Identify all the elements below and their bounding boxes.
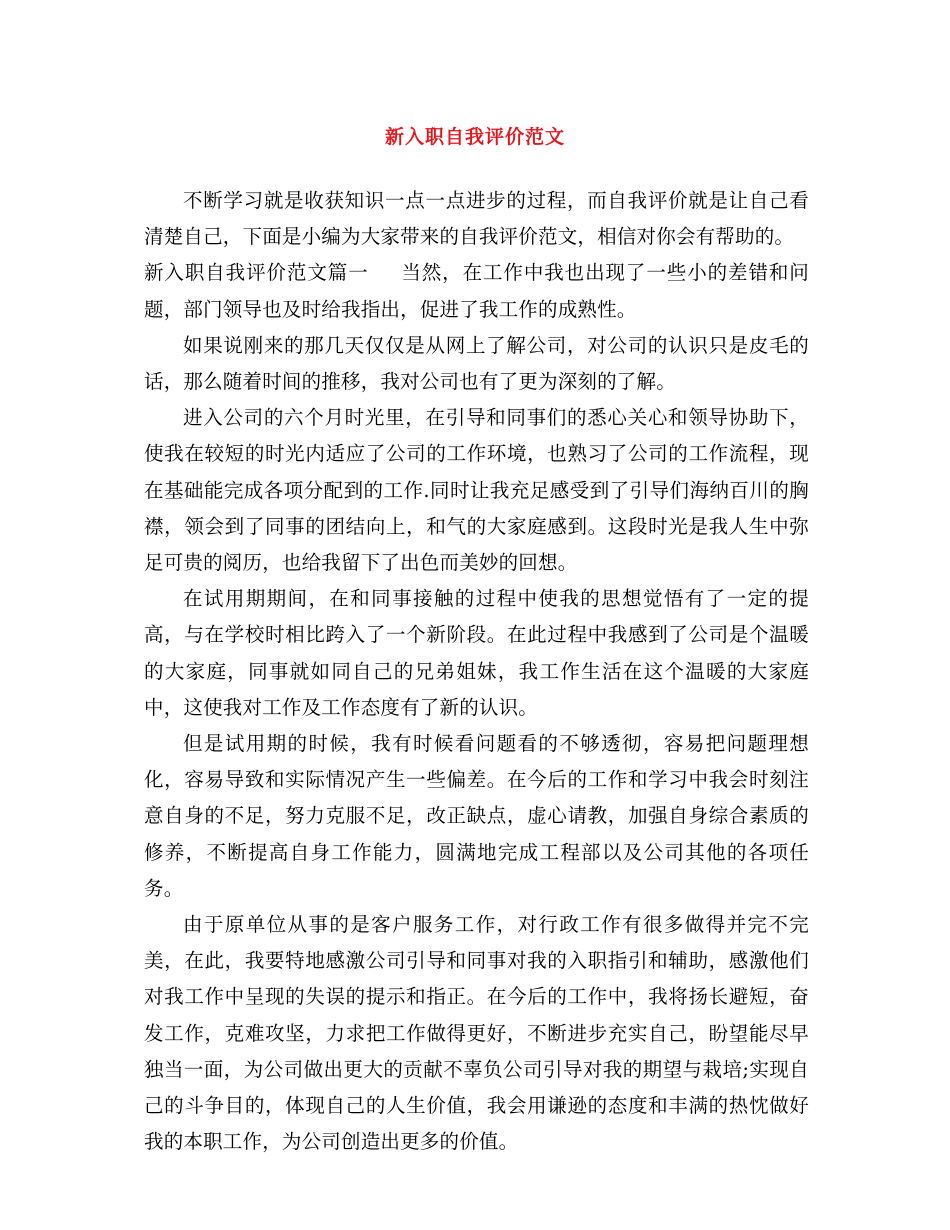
document-body xyxy=(144,183,809,1160)
body-paragraph: 但是试用期的时候，我有时候看问题看的不够透彻，容易把问题理想化，容易导致和实际情况产生一些偏差。在今后的工作和学习中我会时刻注意自身的不足，努力克服不足，改正缺点，虚心请教，加强自身综合素质的修养，不断提高自身工作能力，圆满地完成工程部以及公司其他的各项任务。 xyxy=(144,732,809,900)
body-paragraph: 如果说刚来的那几天仅仅是从网上了解公司，对公司的认识只是皮毛的话，那么随着时间的推移，我对公司也有了更为深刻的了解。 xyxy=(144,333,809,394)
intro-paragraph: 不断学习就是收获知识一点一点进步的过程，而自我评价就是让自己看清楚自己，下面是小编为大家带来的自我评价范文，相信对你会有帮助的。 xyxy=(144,189,809,249)
section-first-text: 当然，在工作中我也出现了一些小的差错和问题，部门领导也及时给我指出，促进了我工作的成熟性。 xyxy=(144,261,809,321)
section-heading: 新入职自我评价范文篇一 xyxy=(144,261,369,285)
document-title: 新入职自我评价范文 xyxy=(384,126,565,148)
body-paragraph: 进入公司的六个月时光里，在引导和同事们的悉心关心和领导协助下，使我在较短的时光内适应了公司的工作环境，也熟习了公司的工作流程，现在基础能完成各项分配到的工作.同时让我充足感受到了引导们海纳百川的胸襟，领会到了同事的团结向上，和气的大家庭感到。这段时光是我人生中弥足可贵的阅历，也给我留下了出色而美妙的回想。 xyxy=(144,406,809,575)
body-paragraph: 由于原单位从事的是客户服务工作，对行政工作有很多做得并完不完美，在此，我要特地感激公司引导和同事对我的入职指引和辅助，感激他们对我工作中呈现的失误的提示和指正。在今后的工作中，我将扬长避短，奋发工作，克难攻坚，力求把工作做得更好，不断进步充实自己，盼望能尽早独当一面，为公司做出更大的贡献不辜负公司引导对我的期望与栽培;实现自己的斗争目的，体现自己的人生价值，我会用谦逊的态度和丰满的热忱做好我的本职工作，为公司创造出更多的价值。 xyxy=(144,913,809,1154)
section-paragraph xyxy=(144,255,809,327)
body-paragraph: 在试用期期间，在和同事接触的过程中使我的思想觉悟有了一定的提高，与在学校时相比跨入了一个新阶段。在此过程中我感到了公司是个温暖的大家庭，同事就如同自己的兄弟姐妹，我工作生活在这个温暖的大家庭中，这使我对工作及工作态度有了新的认识。 xyxy=(144,587,809,719)
